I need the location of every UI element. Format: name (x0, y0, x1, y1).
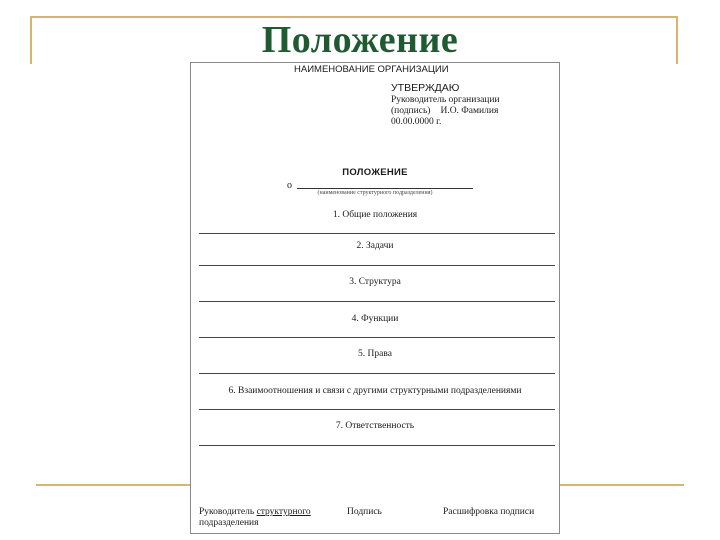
section-rule (199, 373, 555, 374)
approval-signature: (подпись) (391, 106, 431, 116)
approval-position: Руководитель организации (391, 95, 500, 105)
document-page (190, 62, 560, 534)
approval-date: 00.00.0000 г. (391, 117, 442, 127)
section-general: 1. Общие положения (332, 210, 418, 220)
footer-head-label (199, 507, 329, 529)
footer-head-label-3: подразделения (199, 518, 259, 528)
section-relations: 6. Взаимоотношения и связи с другими структурными подразделениями (228, 386, 522, 396)
about-hint: (наименование структурного подразделения) (317, 190, 433, 196)
section-structure: 3. Структура (349, 277, 401, 287)
section-rights: 5. Права (358, 349, 392, 359)
section-rule (199, 265, 555, 266)
footer-decode-label: Расшифровка подписи (443, 507, 535, 517)
section-rule (199, 445, 555, 446)
approval-heading: УТВЕРЖДАЮ (391, 82, 460, 94)
footer-signature-label: Подпись (347, 507, 382, 517)
document-title: ПОЛОЖЕНИЕ (342, 167, 408, 178)
about-prefix: о (287, 180, 292, 191)
about-underline (297, 188, 473, 189)
section-functions: 4. Функции (351, 314, 399, 324)
section-rule (199, 301, 555, 302)
footer-head-label-1: Руководитель (199, 507, 255, 517)
section-rule (199, 409, 555, 410)
organization-name: НАИМЕНОВАНИЕ ОРГАНИЗАЦИИ (294, 64, 449, 75)
approval-signature-line (391, 106, 500, 117)
section-tasks: 2. Задачи (356, 241, 394, 251)
approval-block (391, 83, 500, 128)
slide-title: Положение (261, 19, 459, 61)
section-responsibility: 7. Ответственность (335, 421, 415, 431)
section-rule (199, 337, 555, 338)
approval-name: И.О. Фамилия (440, 106, 499, 116)
footer-head-label-2: структурного (256, 507, 311, 517)
section-rule (199, 233, 555, 234)
